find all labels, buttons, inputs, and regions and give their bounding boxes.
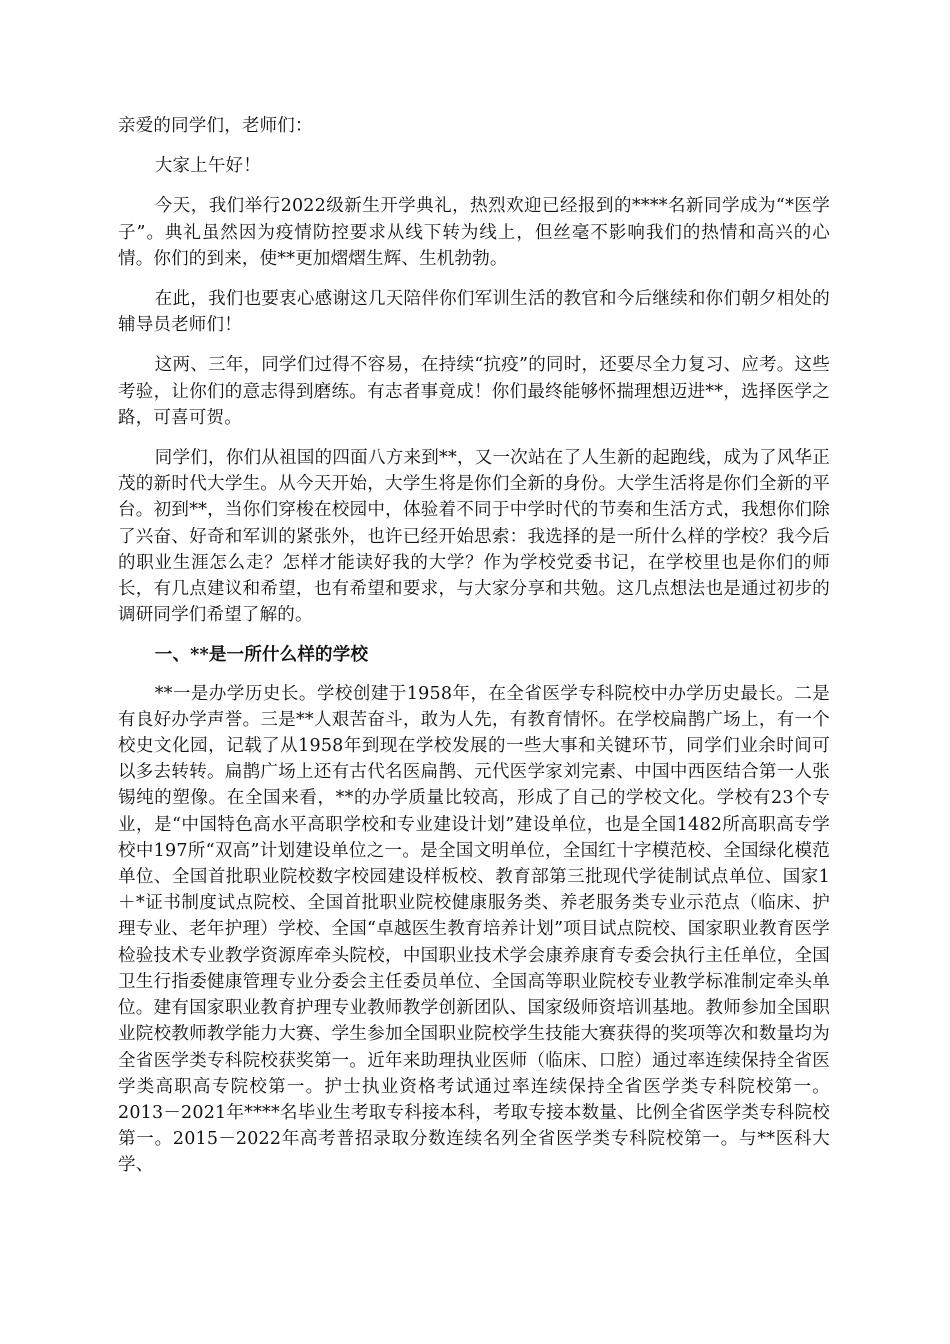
paragraph-school-intro: **一是办学历史长。学校创建于1958年，在全省医学专科院校中办学历史最长。二是有良好办学声誉。三是**人艰苦奋斗，敢为人先，有教育情怀。在学校扁鹊广场上，有一个校史文化园，记载了从1958年到现在学校发展的一些大事和关键环节，同学们业余时间可以多去转转。扁鹊广场上还有古代名医扁鹊、元代医学家刘完素、中国中西医结合第一人张锡纯的塑像。在全国来看，**的办学质量比较高，形成了自己的学校文化。学校有23个专业，是“中国特色高水平高职学校和专业建设计划”建设单位，也是全国1482所高职高专学校中197所“双高”计划建设单位之一。是全国文明单位，全国红十字模范校、全国绿化模范单位、全国首批职业院校数字校园建设样板校、教育部第三批现代学徒制试点单位、国家1＋*证书制度试点院校、全国首批职业院校健康服务类、养老服务类专业示范点（临床、护理专业、老年护理）学校、全国“卓越医生教育培养计划”项目试点院校、国家职业教育医学检验技术专业教学资源库牵头院校，中国职业技术学会康养康育专委会执行主任单位，全国卫生行指委健康管理专业分委会主任委员单位、全国高等职业院校专业教学标准制定牵头单位。建有国家职业教育护理专业教师教学创新团队、国家级师资培训基地。教师参加全国职业院校教师教学能力大赛、学生参加全国职业院校学生技能大赛获得的奖项等次和数量均为全省医学类专科院校获奖第一。近年来助理执业医师（临床、口腔）通过率连续保持全省医学类高职高专院校第一。护士执业资格考试通过率连续保持全省医学类专科院校第一。2013－2021年****名毕业生考取专科接本科，考取专接本数量、比例全省医学类专科院校第一。2015－2022年高考普招录取分数连续名列全省医学类专科院校第一。与**医科大学、 (118, 683, 830, 1176)
paragraph-new-start: 同学们，你们从祖国的四面八方来到**，又一次站在了人生新的起跑线，成为了风华正茂的新时代大学生。从今天开始，大学生将是你们全新的身份。大学生活将是你们全新的平台。初到**，当你们穿梭在校园中，体验着不同于中学时代的节奏和生活方式，我想你们除了兴奋、好奇和军训的紧张外，也许已经开始思索：我选择的是一所什么样的学校？我今后的职业生涯怎么走？怎样才能读好我的大学？作为学校党委书记，在学校里也是你们的师长，有几点建议和希望，也有希望和要求，与大家分享和共勉。这几点想法也是通过初步的调研同学们希望了解的。 (118, 448, 830, 626)
paragraph-challenges: 这两、三年，同学们过得不容易，在持续“抗疫”的同时，还要尽全力复习、应考。这些考验，让你们的意志得到磨练。有志者事竟成！你们最终能够怀揣理想迈进**，选择医学之路，可喜可贺。 (118, 355, 830, 428)
greeting: 亲爱的同学们，老师们： (118, 116, 313, 136)
paragraph-welcome: 今天，我们举行2022级新生开学典礼，热烈欢迎已经报到的****名新同学成为“*医学子”。典礼虽然因为疫情防控要求从线下转为线上，但丝毫不影响我们的热情和高兴的心情。你们的到来，使**更加熠熠生辉、生机勃勃。 (118, 196, 830, 269)
section-heading: 一、**是一所什么样的学校 (154, 645, 369, 666)
paragraph-thanks: 在此，我们也要衷心感谢这几天陪伴你们军训生活的教官和今后继续和你们朝夕相处的辅导员老师们！ (118, 289, 830, 336)
document-page (118, 113, 830, 1193)
salutation: 大家上午好！ (154, 156, 261, 177)
